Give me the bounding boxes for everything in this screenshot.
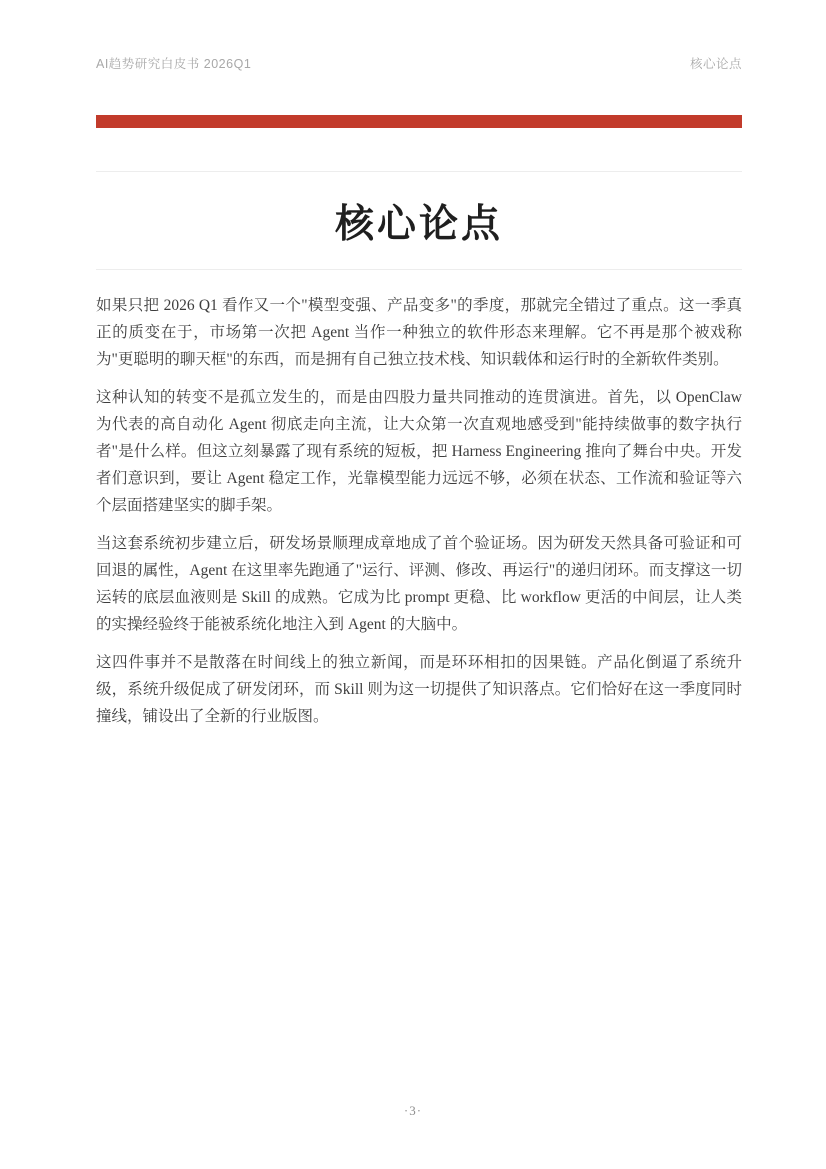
header-document-title: AI趋势研究白皮书 2026Q1 — [96, 57, 252, 71]
page-title: 核心论点 — [334, 202, 503, 246]
page-number: ·3· — [403, 1103, 423, 1118]
page-footer — [0, 1103, 826, 1119]
body-content — [96, 292, 742, 741]
body-paragraph-3: 当这套系统初步建立后，研发场景顺理成章地成了首个验证场。因为研发天然具备可验证和可回退的属性，Agent 在这里率先跑通了"运行、评测、修改、再运行"的递归闭环。而支撑这一切运转的底层血液则是 Skill 的成熟。它成为比 prompt 更稳、比 workflow 更活的中间层，让人类的实操经验终于能被系统化地注入到 Agent 的大脑中。 — [96, 535, 742, 633]
accent-bar — [96, 115, 742, 128]
body-paragraph-2: 这种认知的转变不是孤立发生的，而是由四股力量共同推动的连贯演进。首先，以 OpenClaw 为代表的高自动化 Agent 彻底走向主流，让大众第一次直观地感受到"能持续做事的数字执行者"是什么样。但这立刻暴露了现有系统的短板，把 Harness Engineering 推向了舞台中央。开发者们意识到，要让 Agent 稳定工作，光靠模型能力远远不够，必须在状态、工作流和验证等六个层面搭建坚实的脚手架。 — [96, 389, 742, 514]
running-header — [96, 54, 742, 72]
body-paragraph-1: 如果只把 2026 Q1 看作又一个"模型变强、产品变多"的季度，那就完全错过了重点。这一季真正的质变在于，市场第一次把 Agent 当作一种独立的软件形态来理解。它不再是那个被戏称为"更聪明的聊天框"的东西，而是拥有自己独立技术栈、知识载体和运行时的全新软件类别。 — [96, 297, 742, 368]
body-paragraph-4: 这四件事并不是散落在时间线上的独立新闻，而是环环相扣的因果链。产品化倒逼了系统升级，系统升级促成了研发闭环，而 Skill 则为这一切提供了知识落点。它们恰好在这一季度同时撞线，铺设出了全新的行业版图。 — [96, 654, 742, 725]
title-block — [96, 171, 742, 270]
title-rule-bottom — [96, 269, 742, 270]
header-section-name: 核心论点 — [689, 57, 742, 71]
